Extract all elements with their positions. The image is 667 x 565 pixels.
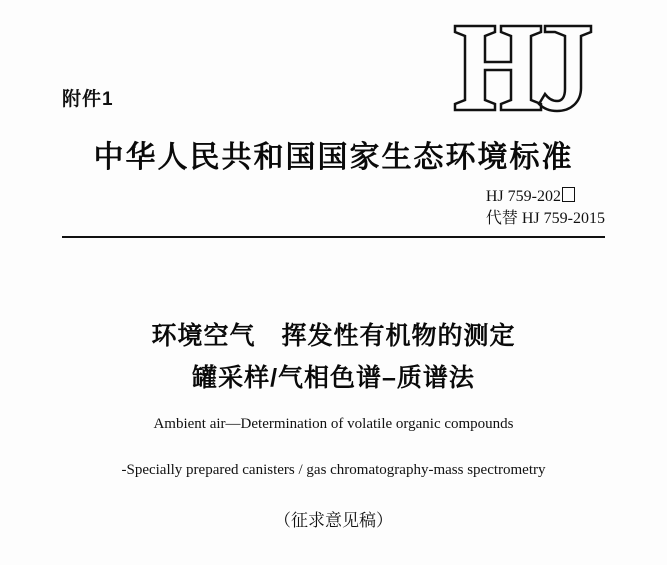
main-title-line2: 罐采样/气相色谱–质谱法 [192,364,475,392]
national-standard-title: 中华人民共和国国家生态环境标准 [93,141,574,174]
main-title-part2: 挥发性有机物的测定 [281,322,516,350]
standard-number-block [486,186,605,230]
hj-logo-icon [449,18,599,118]
blank-box-placeholder [562,187,575,202]
main-title [0,315,667,399]
replaces-standard-number: 代替 HJ 759-2015 [485,210,605,227]
header-divider [62,236,605,238]
english-title-line2: -Specially prepared canisters / gas chromatography-mass spectrometry [121,462,546,478]
main-title-part1: 环境空气 [151,322,256,350]
standard-number-line [486,186,605,208]
attachment-label: 附件1 [62,89,114,110]
standard-number: HJ 759-202 [485,188,561,205]
english-title-line1: Ambient air—Determination of volatile organic compounds [153,416,514,432]
draft-status-note: （征求意见稿） [274,511,393,530]
